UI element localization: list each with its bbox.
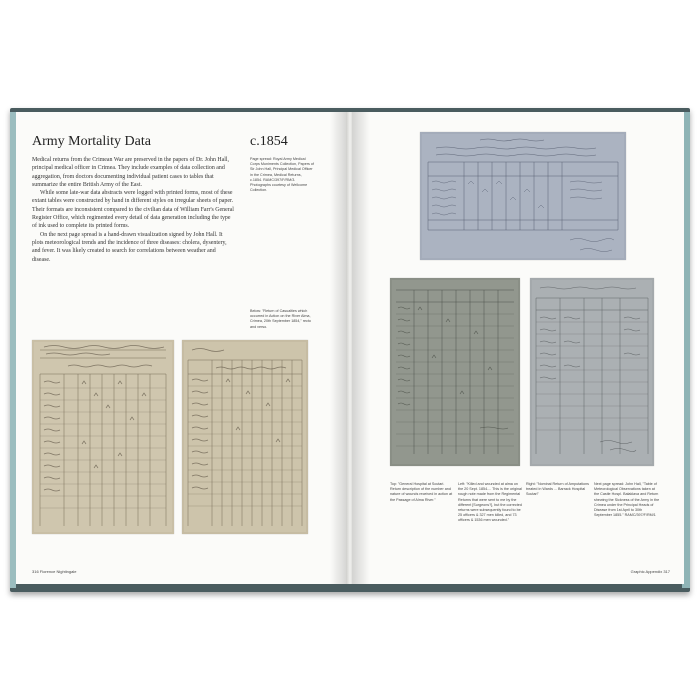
paragraph: On the next page spread is a hand-drawn visualization signed by John Hall. It plots meteorological trends and the incidence of three diseases: cholera, dysentery, and fever. It was likely created to search for correlations between weather and disease.	[32, 231, 227, 263]
caption-top: Top: "General Hospital at Scutari. Return description of the number and nature of wounds received in action at the Passage of Alma River."	[390, 482, 453, 502]
gutter-shadow-right	[352, 112, 370, 584]
document-image-top	[420, 132, 626, 260]
paragraph: While some late-war data abstracts were logged with printed forms, most of these extant tables were constructed by hand in different styles on irregular sheets of paper. Their formats are inconsistent compared to the civilian data of William Farr's General Register Office, which regimented every detail of data generation including the type of ink used to complete its printed forms.	[32, 190, 234, 230]
right-page	[352, 112, 684, 584]
caption-next-spread: Next page spread: John Hall, "Table of Meteorological Observations taken at the Castle Hospl. Balaklava and Return shewing the Sickness of the Army in the Crimea under the Principal Heads of Disease from 1st April to 30th September 1855." RAMC/397/F/RM/1	[594, 482, 660, 518]
page-title: Army Mortality Data	[32, 134, 151, 149]
caption-right: Right: "Nominal Return of Amputations treated in Wards ... Barrack Hospital Scutari"	[526, 482, 590, 497]
page-footer-left: 316 Florence Nightingale	[32, 569, 77, 574]
page-footer-right: Graphic Appendix 317	[630, 569, 670, 574]
body-text	[32, 156, 234, 264]
document-image-right	[530, 278, 654, 466]
left-page	[16, 112, 348, 584]
paragraph: Medical returns from the Crimean War are preserved in the papers of Dr. John Hall, principal medical officer in Crimea. They include examples of data collection and aggregation, from doctors documenting individual patient cases to tables that summarize the entire British Army of the East.	[32, 157, 230, 188]
caption-below: Below: "Return of Casualties which occurred in Action on the River Alma, Crimea, 20th September 1854," recto and verso.	[250, 309, 311, 329]
document-image-verso	[182, 340, 308, 534]
page-date: c.1854	[250, 134, 288, 149]
document-image-recto	[32, 340, 174, 534]
caption-left: Left: "Killed and wounded at alma on the 20 Sept. 1854.... This is the original rough note made from the Regimental Returns that were sent to me by the different [Surgeons?], but the corrected returns were subsequently found to be 25 officers & 327 men killed, and 73 officers & 1536 men wounded."	[458, 482, 522, 523]
caption-page-spread: Page spread: Royal Army Medical Corps Muniments Collection, Papers of Sir John Hall, Principal Medical Officer in the Crimea, Medical Returns, c.1854. RAMC/397/F/RM/3. Photographs courtesy of Wellcome Collection.	[250, 157, 314, 193]
document-image-left	[390, 278, 520, 466]
